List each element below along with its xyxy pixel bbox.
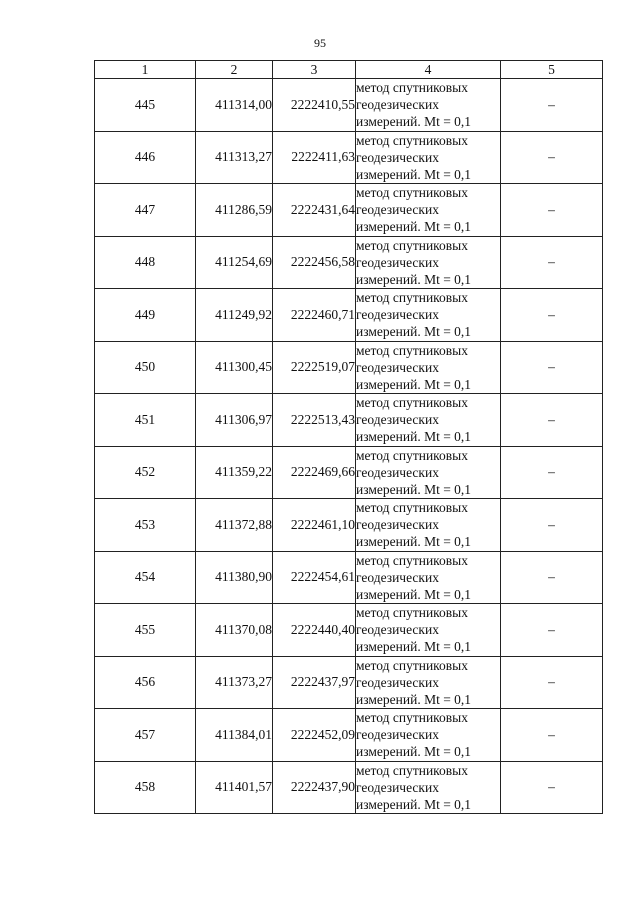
method-cell — [356, 499, 501, 552]
x-coordinate-cell: 411359,22 — [196, 446, 273, 499]
table-row — [95, 709, 603, 762]
coordinates-table — [94, 60, 603, 814]
page-number: 95 — [314, 36, 326, 50]
y-coordinate-cell: 2222454,61 — [273, 551, 356, 604]
table-row — [95, 446, 603, 499]
method-text-line: измерений. Mt = 0,1 — [356, 376, 472, 392]
x-coordinate-cell: 411306,97 — [196, 394, 273, 447]
method-text-line: геодезических — [356, 254, 439, 270]
note-cell: – — [501, 709, 603, 762]
method-text-line: геодезических — [356, 779, 439, 795]
y-coordinate-cell: 2222437,90 — [273, 761, 356, 814]
x-coordinate-cell: 411372,88 — [196, 499, 273, 552]
point-number-cell: 448 — [95, 236, 196, 289]
x-coordinate-cell: 411300,45 — [196, 341, 273, 394]
table-row — [95, 341, 603, 394]
method-text-line: геодезических — [356, 307, 439, 323]
point-number-cell: 449 — [95, 289, 196, 342]
method-text-line: метод спутниковых — [356, 185, 468, 201]
method-text-line: метод спутниковых — [356, 710, 468, 726]
y-coordinate-cell: 2222461,10 — [273, 499, 356, 552]
note-cell: – — [501, 79, 603, 132]
header-col-3: 3 — [273, 61, 356, 79]
table-row — [95, 184, 603, 237]
y-coordinate-cell: 2222452,09 — [273, 709, 356, 762]
point-number-cell: 445 — [95, 79, 196, 132]
x-coordinate-cell: 411370,08 — [196, 604, 273, 657]
table-row — [95, 394, 603, 447]
method-text-line: геодезических — [356, 202, 439, 218]
method-text-line: геодезических — [356, 622, 439, 638]
method-text-line: измерений. Mt = 0,1 — [356, 639, 472, 655]
table-row — [95, 499, 603, 552]
method-text-line: геодезических — [356, 464, 439, 480]
note-cell: – — [501, 394, 603, 447]
method-cell — [356, 236, 501, 289]
point-number-cell: 457 — [95, 709, 196, 762]
method-cell — [356, 289, 501, 342]
point-number-cell: 454 — [95, 551, 196, 604]
y-coordinate-cell: 2222460,71 — [273, 289, 356, 342]
method-cell — [356, 761, 501, 814]
point-number-cell: 446 — [95, 131, 196, 184]
method-text-line: метод спутниковых — [356, 290, 468, 306]
method-cell — [356, 341, 501, 394]
x-coordinate-cell: 411313,27 — [196, 131, 273, 184]
table-row — [95, 551, 603, 604]
table-header-row — [95, 61, 603, 79]
method-text-line: геодезических — [356, 569, 439, 585]
method-cell — [356, 446, 501, 499]
note-cell: – — [501, 551, 603, 604]
table-row — [95, 656, 603, 709]
method-text-line: измерений. Mt = 0,1 — [356, 114, 472, 130]
method-cell — [356, 604, 501, 657]
note-cell: – — [501, 131, 603, 184]
table-row — [95, 604, 603, 657]
method-cell — [356, 394, 501, 447]
method-cell — [356, 79, 501, 132]
y-coordinate-cell: 2222456,58 — [273, 236, 356, 289]
method-text-line: метод спутниковых — [356, 500, 468, 516]
point-number-cell: 451 — [95, 394, 196, 447]
method-text-line: измерений. Mt = 0,1 — [356, 744, 472, 760]
method-text-line: измерений. Mt = 0,1 — [356, 324, 472, 340]
note-cell: – — [501, 656, 603, 709]
method-text-line: измерений. Mt = 0,1 — [356, 166, 472, 182]
point-number-cell: 458 — [95, 761, 196, 814]
y-coordinate-cell: 2222411,63 — [273, 131, 356, 184]
note-cell: – — [501, 236, 603, 289]
x-coordinate-cell: 411384,01 — [196, 709, 273, 762]
method-text-line: измерений. Mt = 0,1 — [356, 796, 472, 812]
note-cell: – — [501, 289, 603, 342]
header-col-1: 1 — [95, 61, 196, 79]
method-text-line: измерений. Mt = 0,1 — [356, 271, 472, 287]
note-cell: – — [501, 184, 603, 237]
header-col-2: 2 — [196, 61, 273, 79]
table-row — [95, 761, 603, 814]
method-cell — [356, 709, 501, 762]
method-text-line: измерений. Mt = 0,1 — [356, 534, 472, 550]
y-coordinate-cell: 2222410,55 — [273, 79, 356, 132]
table-row — [95, 79, 603, 132]
header-col-5: 5 — [501, 61, 603, 79]
method-text-line: геодезических — [356, 359, 439, 375]
method-text-line: геодезических — [356, 97, 439, 113]
x-coordinate-cell: 411373,27 — [196, 656, 273, 709]
method-text-line: геодезических — [356, 517, 439, 533]
y-coordinate-cell: 2222519,07 — [273, 341, 356, 394]
method-text-line: геодезических — [356, 149, 439, 165]
table-row — [95, 131, 603, 184]
method-text-line: геодезических — [356, 674, 439, 690]
y-coordinate-cell: 2222437,97 — [273, 656, 356, 709]
method-text-line: измерений. Mt = 0,1 — [356, 219, 472, 235]
x-coordinate-cell: 411401,57 — [196, 761, 273, 814]
y-coordinate-cell: 2222469,66 — [273, 446, 356, 499]
method-text-line: измерений. Mt = 0,1 — [356, 429, 472, 445]
table-row — [95, 289, 603, 342]
method-text-line: метод спутниковых — [356, 237, 468, 253]
x-coordinate-cell: 411254,69 — [196, 236, 273, 289]
method-text-line: метод спутниковых — [356, 552, 468, 568]
point-number-cell: 450 — [95, 341, 196, 394]
note-cell: – — [501, 604, 603, 657]
header-col-4: 4 — [356, 61, 501, 79]
method-text-line: метод спутниковых — [356, 762, 468, 778]
note-cell: – — [501, 499, 603, 552]
note-cell: – — [501, 761, 603, 814]
method-text-line: метод спутниковых — [356, 447, 468, 463]
method-cell — [356, 551, 501, 604]
table-row — [95, 236, 603, 289]
method-text-line: метод спутниковых — [356, 605, 468, 621]
method-text-line: метод спутниковых — [356, 657, 468, 673]
method-cell — [356, 656, 501, 709]
note-cell: – — [501, 341, 603, 394]
y-coordinate-cell: 2222431,64 — [273, 184, 356, 237]
x-coordinate-cell: 411380,90 — [196, 551, 273, 604]
method-text-line: измерений. Mt = 0,1 — [356, 481, 472, 497]
method-text-line: метод спутниковых — [356, 342, 468, 358]
method-cell — [356, 184, 501, 237]
note-cell: – — [501, 446, 603, 499]
method-text-line: измерений. Mt = 0,1 — [356, 586, 472, 602]
method-cell — [356, 131, 501, 184]
point-number-cell: 455 — [95, 604, 196, 657]
method-text-line: метод спутниковых — [356, 395, 468, 411]
method-text-line: метод спутниковых — [356, 80, 468, 96]
point-number-cell: 456 — [95, 656, 196, 709]
point-number-cell: 452 — [95, 446, 196, 499]
method-text-line: метод спутниковых — [356, 132, 468, 148]
method-text-line: геодезических — [356, 412, 439, 428]
method-text-line: геодезических — [356, 727, 439, 743]
y-coordinate-cell: 2222440,40 — [273, 604, 356, 657]
point-number-cell: 453 — [95, 499, 196, 552]
x-coordinate-cell: 411314,00 — [196, 79, 273, 132]
y-coordinate-cell: 2222513,43 — [273, 394, 356, 447]
point-number-cell: 447 — [95, 184, 196, 237]
x-coordinate-cell: 411286,59 — [196, 184, 273, 237]
method-text-line: измерений. Mt = 0,1 — [356, 691, 472, 707]
x-coordinate-cell: 411249,92 — [196, 289, 273, 342]
